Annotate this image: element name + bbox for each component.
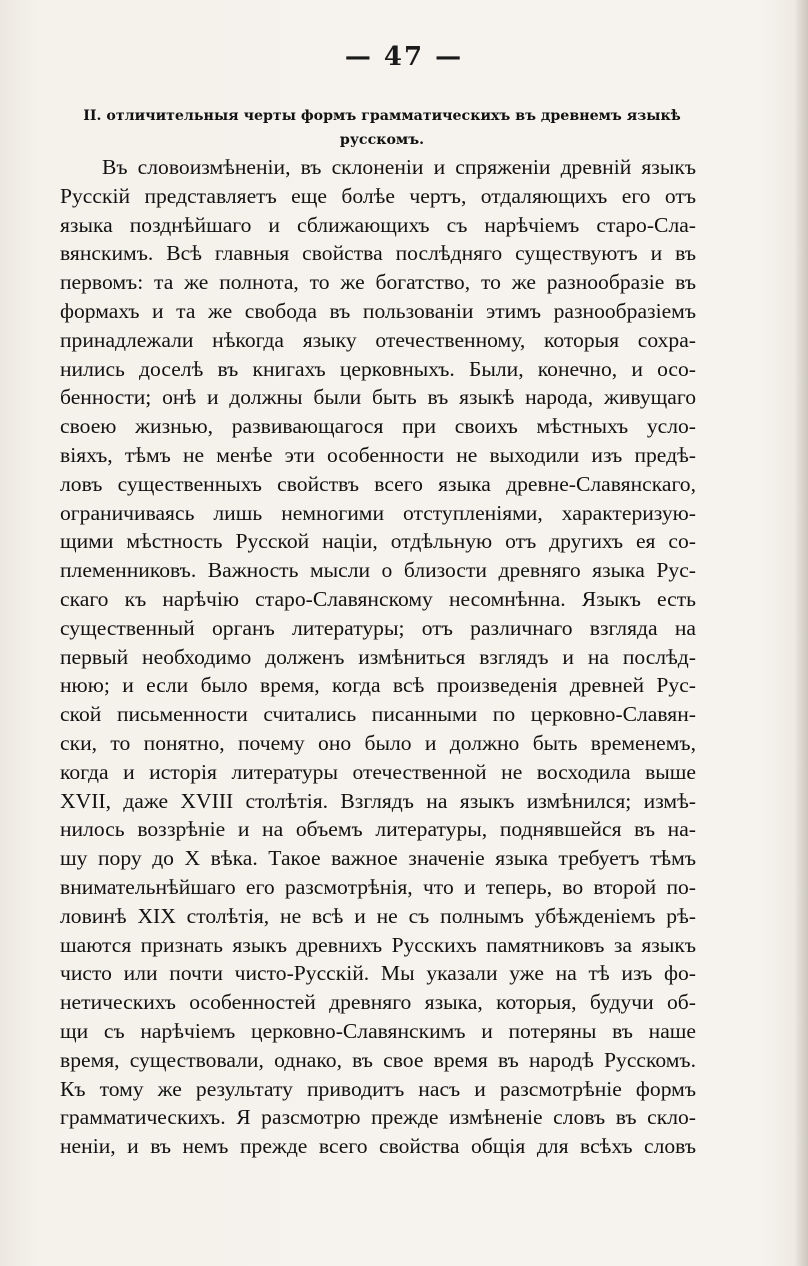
text-line: нилось воззрѣніе и на объемъ литературы, поднявшейся въ на- bbox=[60, 817, 696, 842]
text-line: когда и исторія литературы отечественной не восходила выше bbox=[60, 759, 696, 784]
text-line: первомъ: та же полнота, то же богатство, то же разнообразіе въ bbox=[60, 270, 696, 295]
text-line: XVII, даже XVIII столѣтія. Взглядъ на языкъ измѣнился; измѣ- bbox=[60, 788, 696, 813]
text-line: бенности; онѣ и должны были быть въ языкѣ народа, живущаго bbox=[60, 385, 696, 410]
text-line: существенный органъ литературы; отъ различнаго взгляда на bbox=[60, 615, 696, 640]
text-line: языка позднѣйшаго и сближающихъ съ нарѣчіемъ старо-Сла- bbox=[60, 212, 696, 237]
text-line: первый необходимо долженъ измѣниться взглядъ и на послѣд- bbox=[60, 644, 696, 669]
text-line: чисто или почти чисто-Русскій. Мы указали уже на тѣ изъ фо- bbox=[60, 961, 696, 986]
text-line: Русскій представляетъ еще болѣе чертъ, отдаляющихъ его отъ bbox=[60, 183, 696, 208]
text-line: щи съ нарѣчіемъ церковно-Славянскимъ и потеряны въ наше bbox=[60, 1018, 696, 1043]
text-line: скаго къ нарѣчію старо-Славянскому несомнѣнна. Языкъ есть bbox=[60, 586, 696, 611]
text-line: формахъ и та же свобода въ пользованіи этимъ разнообразіемъ bbox=[60, 298, 696, 323]
text-line: внимательнѣйшаго его разсмотрѣнія, что и теперь, во второй по- bbox=[60, 874, 696, 899]
text-line: ской письменности считались писанными по церковно-Славян- bbox=[60, 702, 696, 727]
text-line: шаются признать языкъ древнихъ Русскихъ памятниковъ за языкъ bbox=[60, 932, 696, 957]
text-line: принадлежали нѣкогда языку отечественному, которыя сохра- bbox=[60, 327, 696, 352]
body-paragraph bbox=[60, 153, 696, 1161]
text-line: племенниковъ. Важность мысли о близости древняго языка Рус- bbox=[60, 558, 696, 583]
text-line: віяхъ, тѣмъ не менѣе эти особенности не выходили изъ предѣ- bbox=[60, 442, 696, 467]
text-line: нились доселѣ въ книгахъ церковныхъ. Были, конечно, и осо- bbox=[60, 356, 696, 381]
text-line: неніи, и въ немъ прежде всего свойства общія для всѣхъ словъ bbox=[60, 1134, 696, 1159]
text-line: нюю; и если было время, когда всѣ произведенія древней Рус- bbox=[60, 673, 696, 698]
text-line: шу пору до X вѣка. Такое важное значеніе языка требуетъ тѣмъ bbox=[60, 846, 696, 871]
section-heading-line: II. отличительныя черты формъ грамматическихъ въ древнемъ языкѣ bbox=[83, 108, 681, 124]
text-line: Къ тому же результату приводитъ насъ и разсмотрѣніе формъ bbox=[60, 1076, 696, 1101]
text-line: Въ словоизмѣненіи, въ склоненіи и спряженіи древній языкъ bbox=[102, 155, 696, 179]
text-line: нетическихъ особенностей древняго языка, которыя, будучи об- bbox=[60, 990, 696, 1015]
text-line: своею жизнью, развивающагося при своихъ мѣстныхъ усло- bbox=[60, 414, 696, 439]
text-line: грамматическихъ. Я разсмотрю прежде измѣненіе словъ въ скло- bbox=[60, 1105, 696, 1130]
text-line: щими мѣстность Русской націи, отдѣльную отъ другихъ ея со- bbox=[60, 529, 696, 554]
section-heading bbox=[66, 104, 698, 152]
text-line: ловинѣ XIX столѣтія, не всѣ и не съ полнымъ убѣжденіемъ рѣ- bbox=[60, 903, 696, 928]
page-edge-shadow bbox=[794, 0, 808, 1266]
text-line: ски, то понятно, почему оно было и должно быть временемъ, bbox=[60, 730, 696, 755]
page-number: — 47 — bbox=[344, 42, 464, 72]
text-line: ограничиваясь лишь немногими отступленіями, характеризую- bbox=[60, 500, 696, 525]
text-line: ловъ существенныхъ свойствъ всего языка древне-Славянскаго, bbox=[60, 471, 696, 496]
text-line: вянскимъ. Всѣ главныя свойства послѣдняго существуютъ и въ bbox=[60, 241, 696, 266]
text-line: время, существовали, однако, въ свое время въ народѣ Русскомъ. bbox=[60, 1047, 696, 1072]
section-heading-line: русскомъ. bbox=[339, 132, 425, 148]
